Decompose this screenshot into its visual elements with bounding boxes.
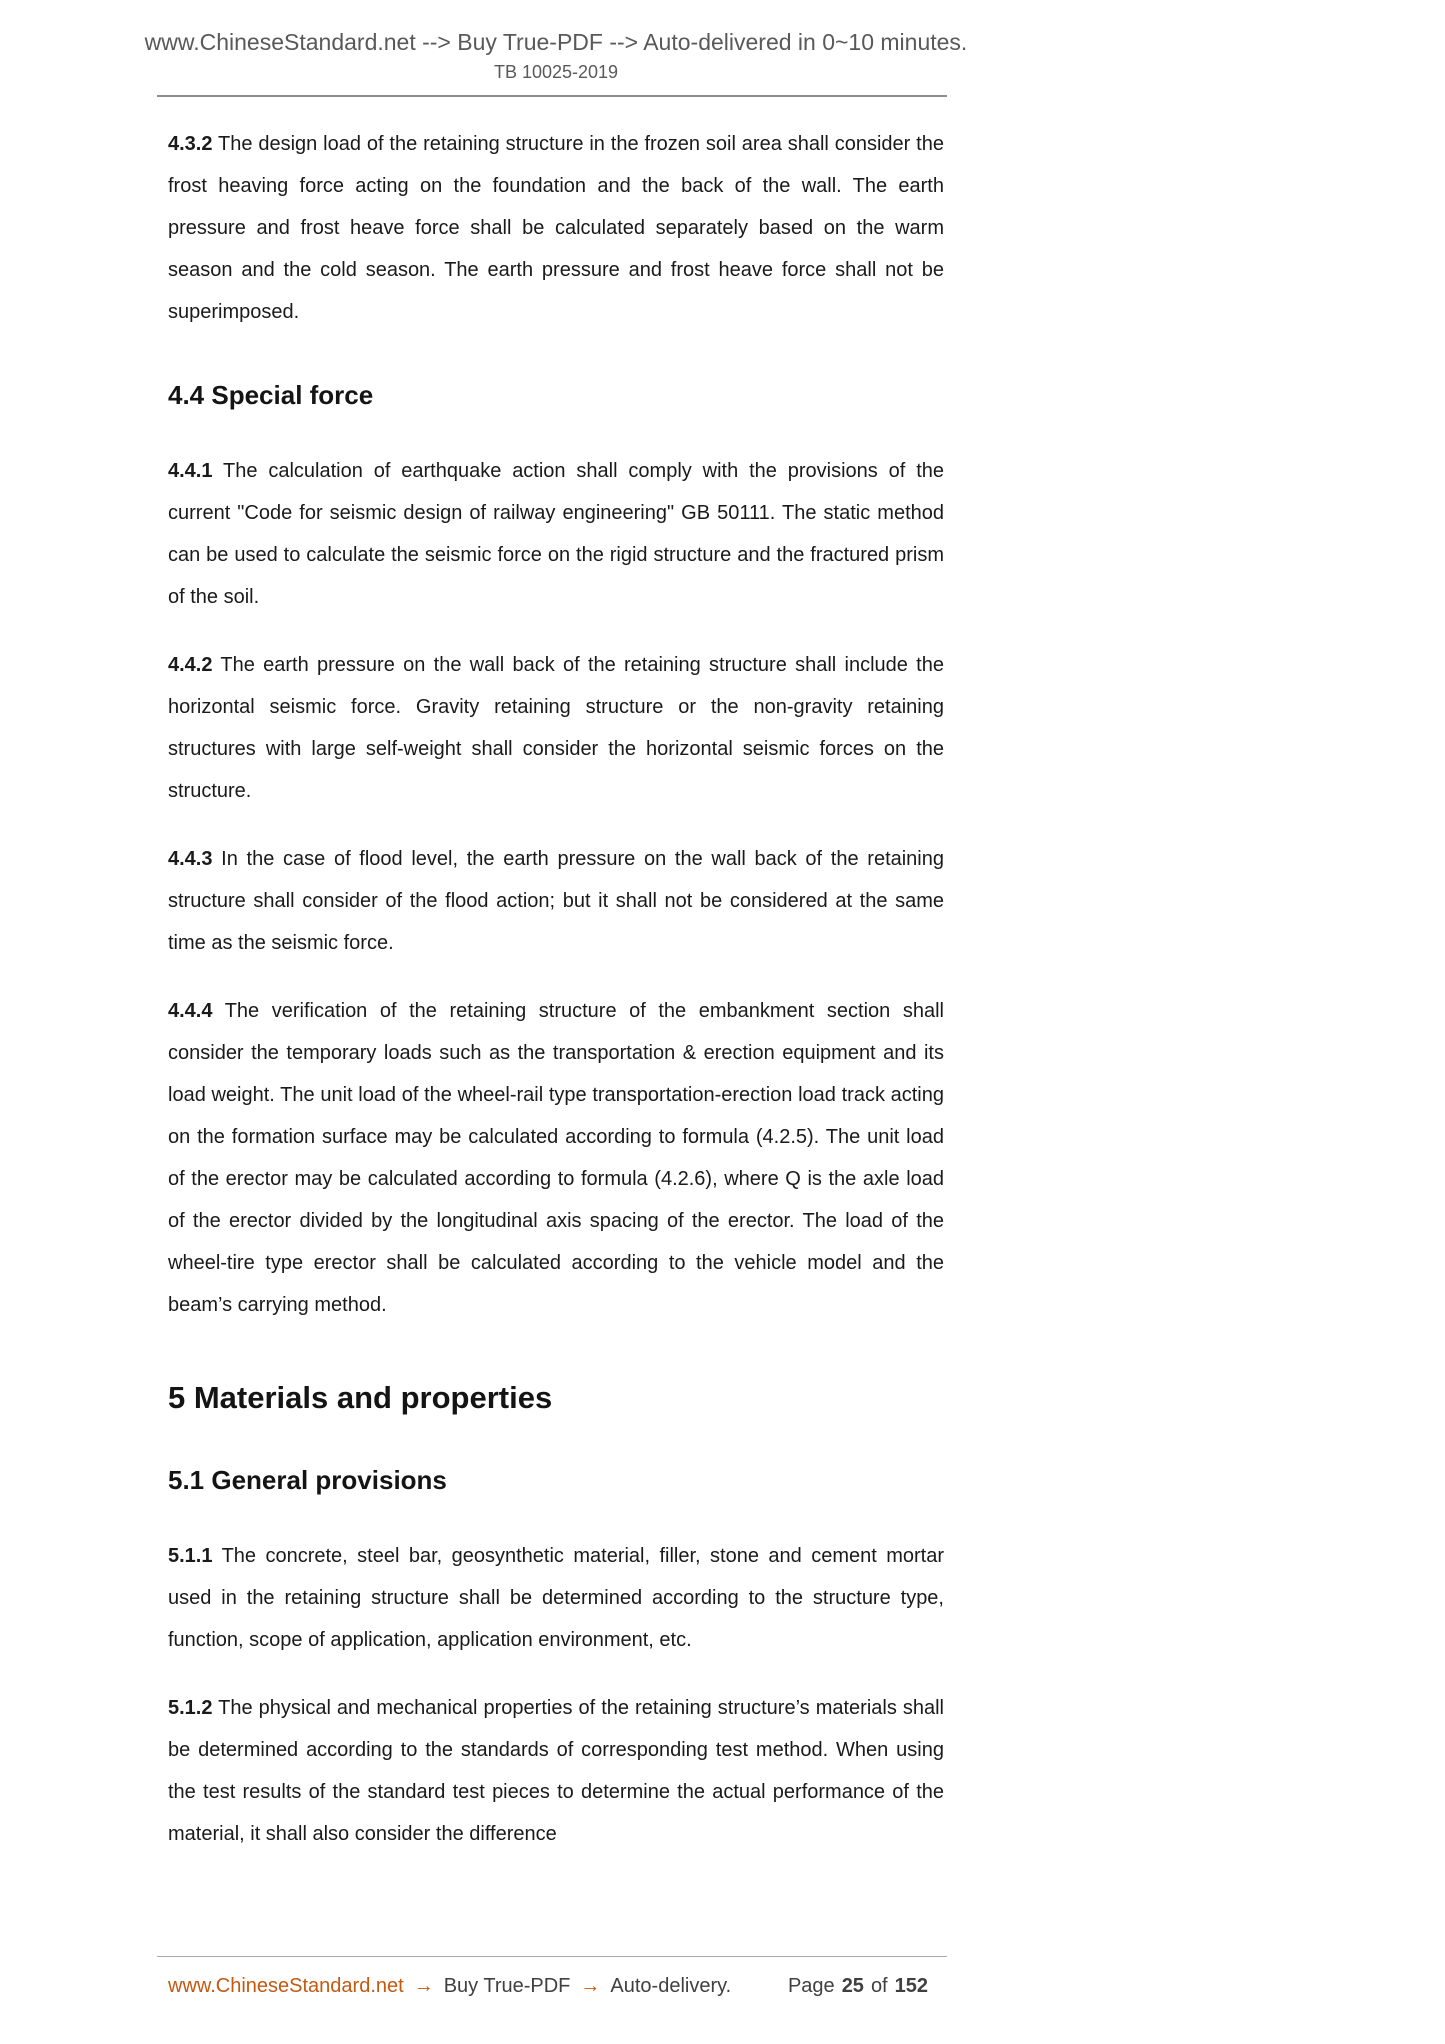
page-word: Page xyxy=(787,1975,835,1997)
paragraph-4-3-2 xyxy=(168,123,944,333)
clause-number-4-4-1: 4.4.1 xyxy=(168,460,213,482)
paragraph-5-1-2 xyxy=(168,1687,944,1855)
heading-5-1-general-provisions: 5.1 General provisions xyxy=(168,1465,447,1495)
document-body xyxy=(168,123,944,1855)
footer-arrow-icon: → xyxy=(580,1975,601,1997)
of-word: of xyxy=(870,1975,888,1997)
clause-number-4-4-2: 4.4.2 xyxy=(168,654,213,676)
paragraph-4-4-1 xyxy=(168,450,944,618)
clause-number-5-1-1: 5.1.1 xyxy=(168,1545,213,1567)
footer-divider xyxy=(157,1956,947,1957)
page-total-number: 152 xyxy=(894,1975,928,1997)
paragraph-4-4-3 xyxy=(168,838,944,964)
paragraph-5-1-1 xyxy=(168,1535,944,1661)
clause-text-4-4-3: In the case of flood level, the earth pressure on the wall back of the retaining structure shall consider of the flood action; but it shall not be considered at the same time as the seismic force. xyxy=(168,848,944,954)
header-divider xyxy=(157,95,947,97)
header-doc-code: TB 10025-2019 xyxy=(493,62,619,82)
clause-text-4-4-1: The calculation of earthquake action shall comply with the provisions of the current "Code for seismic design of railway engineering" GB 50111. The static method can be used to calculate the seismic force on the rigid structure and the fractured prism of the soil. xyxy=(168,460,944,608)
heading-4-4-special-force: 4.4 Special force xyxy=(168,380,374,410)
page-header xyxy=(144,28,968,97)
paragraph-4-4-4 xyxy=(168,990,944,1326)
footer-delivery-label: Auto-delivery. xyxy=(610,1975,732,1997)
content-column xyxy=(144,0,968,1855)
clause-text-4-4-2: The earth pressure on the wall back of the retaining structure shall include the horizontal seismic force. Gravity retaining structure or the non-gravity retaining structures with large self-weight shall consider the horizontal seismic forces on the structure. xyxy=(168,654,944,802)
clause-number-4-4-4: 4.4.4 xyxy=(168,1000,213,1022)
clause-number-5-1-2: 5.1.2 xyxy=(168,1697,213,1719)
footer-source-line xyxy=(168,1975,731,1998)
paragraph-4-4-2 xyxy=(168,644,944,812)
clause-text-4-3-2: The design load of the retaining structure in the frozen soil area shall consider the frost heaving force acting on the foundation and the back of the wall. The earth pressure and frost heave force shall be calculated separately based on the warm season and the cold season. The earth pressure and frost heave force shall not be superimposed. xyxy=(168,133,944,323)
footer-arrow-icon: → xyxy=(413,1975,434,1997)
page-indicator xyxy=(788,1975,936,1998)
footer-website-link[interactable]: www.ChineseStandard.net xyxy=(168,1975,404,1997)
clause-text-5-1-2: The physical and mechanical properties of the retaining structure’s materials shall be determined according to the standards of corresponding test method. When using the test results of the standard test pieces to determine the actual performance of the material, it shall also consider the difference xyxy=(168,1697,944,1845)
clause-text-4-4-4: The verification of the retaining structure of the embankment section shall consider the temporary loads such as the transportation & erection equipment and its load weight. The unit load of the wheel-rail type transportation-erection load track acting on the formation surface may be calculated according to formula (4.2.5). The unit load of the erector may be calculated according to formula (4.2.6), where Q is the axle load of the erector divided by the longitudinal axis spacing of the erector. The load of the wheel-tire type erector shall be calculated according to the vehicle model and the beam’s carrying method. xyxy=(168,1000,944,1316)
clause-number-4-4-3: 4.4.3 xyxy=(168,848,213,870)
footer-buy-label: Buy True-PDF xyxy=(443,1975,571,1997)
page-footer xyxy=(157,1956,947,1998)
clause-number-4-3-2: 4.3.2 xyxy=(168,133,213,155)
clause-text-5-1-1: The concrete, steel bar, geosynthetic material, filler, stone and cement mortar used in the retaining structure shall be determined according to the structure type, function, scope of application, application environment, etc. xyxy=(168,1545,944,1651)
heading-5-materials-and-properties: 5 Materials and properties xyxy=(168,1380,553,1415)
page-current-number: 25 xyxy=(841,1975,864,1997)
header-banner-text: www.ChineseStandard.net --> Buy True-PDF --> Auto-delivered in 0~10 minutes. xyxy=(144,29,968,55)
